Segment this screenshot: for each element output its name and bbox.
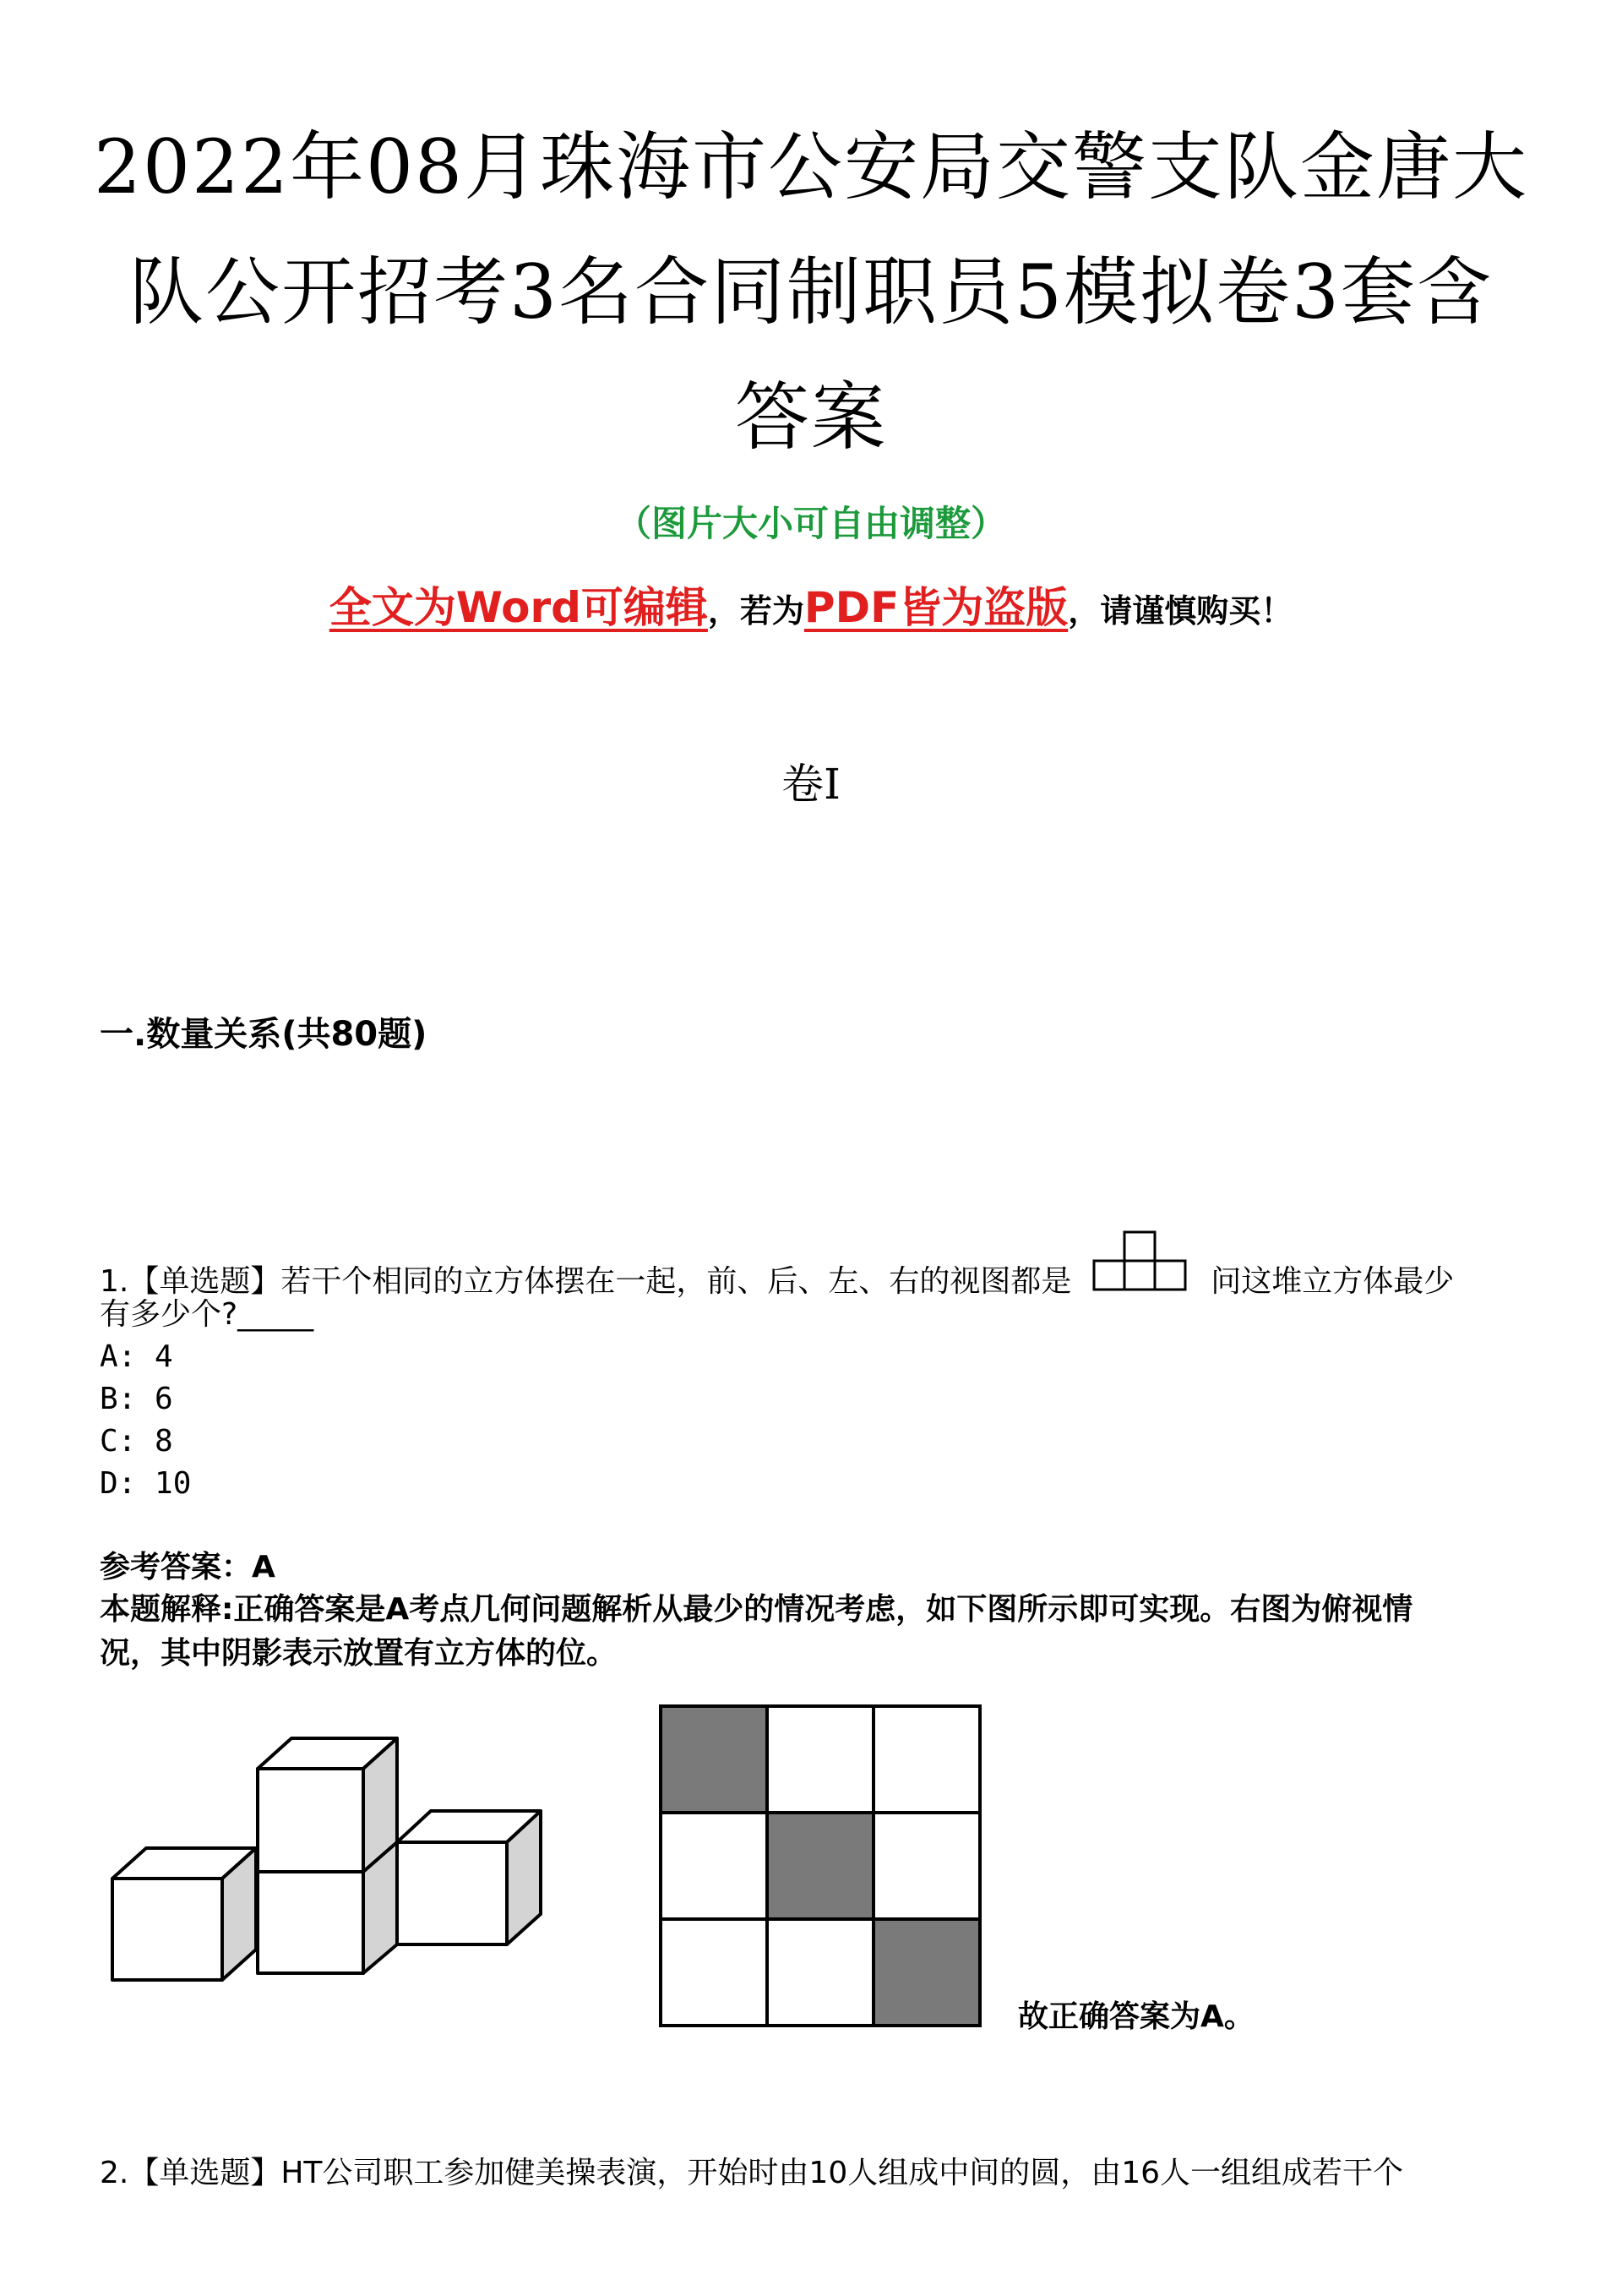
edit-notice-sep2: ，请谨慎购买！ <box>1068 592 1293 630</box>
option-c: C: 8 <box>100 1424 173 1459</box>
option-a: A: 4 <box>100 1339 173 1374</box>
document-title-line-3: 答案 <box>734 374 887 461</box>
question-2-line-1: 2.【单选题】HT公司职工参加健美操表演，开始时由10人组成中间的圆，由16人一组组成若干个 <box>100 2156 1404 2190</box>
cube-top <box>258 1738 397 1872</box>
cube-right <box>397 1811 541 1944</box>
explanation-line-2: 况，其中阴影表示放置有立方体的位。 <box>100 1636 618 1671</box>
top-view-cell-shaded <box>767 1813 874 1919</box>
top-view-cell-empty <box>661 1813 767 1919</box>
explanation-line-1: 本题解释:正确答案是A考点几何问题解析从最少的情况考虑，如下图所示即可实现。右图为俯视情 <box>100 1592 1413 1627</box>
section-heading: 一.数量关系(共80题) <box>100 1015 427 1054</box>
top-view-cell-shaded <box>874 1919 980 2026</box>
top-view-cell-empty <box>874 1706 980 1813</box>
front-view-bottom-left <box>1094 1261 1124 1290</box>
front-view-top-square <box>1124 1232 1155 1261</box>
top-view-grid <box>657 1703 983 2029</box>
edit-notice-pdf: PDF皆为盗版 <box>803 583 1069 632</box>
reference-answer: 参考答案：A <box>100 1550 275 1584</box>
front-view-figure <box>1091 1230 1191 1295</box>
top-view-cell-empty <box>874 1813 980 1919</box>
image-resize-note: （图片大小可自由调整） <box>615 503 1006 544</box>
top-view-cell-empty <box>767 1919 874 2026</box>
question-1-stem: 1.【单选题】若干个相同的立方体摆在一起，前、后、左、右的视图都是 <box>100 1264 1072 1299</box>
document-title-line-2: 队公开招考3名合同制职员5模拟卷3套含 <box>129 248 1493 335</box>
cube-left <box>112 1848 256 1980</box>
question-1-line-2: 有多少个?_____ <box>100 1297 314 1332</box>
top-view-cell-empty <box>767 1706 874 1813</box>
option-b: B: 6 <box>100 1382 173 1416</box>
top-view-cell-shaded <box>661 1706 767 1813</box>
edit-notice-sep1: ，若为 <box>707 592 804 630</box>
question-1-stem-tail: 问这堆立方体最少 <box>1211 1264 1455 1299</box>
edit-notice-word: 全文为Word可编辑 <box>329 583 708 632</box>
option-d: D: 10 <box>100 1466 192 1501</box>
top-view-cell-empty <box>661 1919 767 2026</box>
conclusion: 故正确答案为A。 <box>1018 1999 1255 2034</box>
edit-notice <box>0 580 1622 639</box>
front-view-bottom-mid <box>1124 1261 1155 1290</box>
front-view-bottom-right <box>1155 1261 1185 1290</box>
volume-title: 卷I <box>781 760 841 809</box>
document-title-line-1: 2022年08月珠海市公安局交警支队金唐大 <box>94 123 1528 210</box>
cube-stack-figure <box>106 1728 562 2032</box>
